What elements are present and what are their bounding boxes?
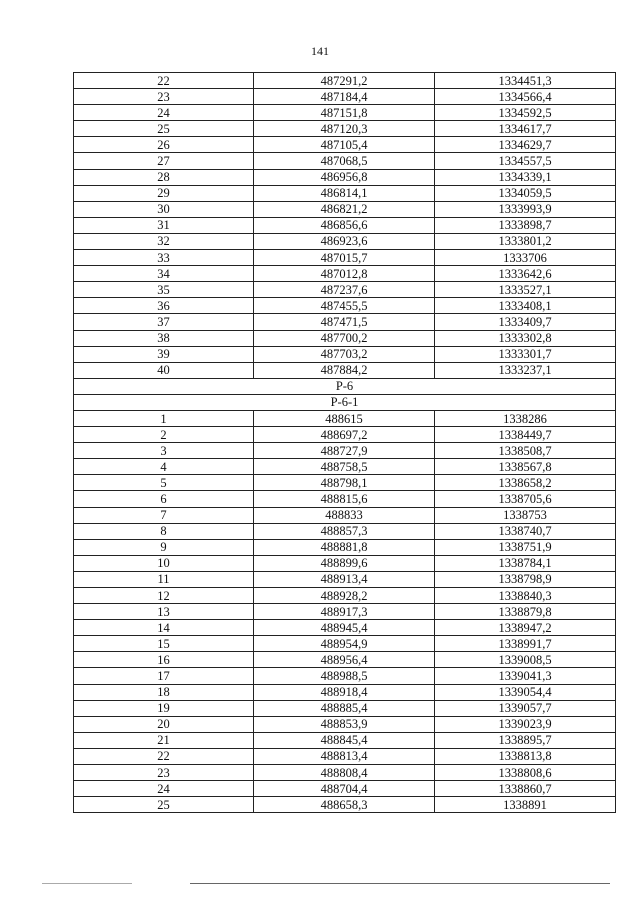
- table-row: [74, 523, 616, 539]
- y-coordinate-cell: 1339008,5: [435, 652, 616, 668]
- y-coordinate-cell: 1339041,3: [435, 668, 616, 684]
- x-coordinate-cell: 487120,3: [254, 121, 435, 137]
- y-coordinate-cell: 1338991,7: [435, 636, 616, 652]
- table-row: [74, 250, 616, 266]
- table-row: [74, 475, 616, 491]
- x-coordinate-cell: 488885,4: [254, 700, 435, 716]
- point-number-cell: 4: [74, 459, 254, 475]
- x-coordinate-cell: 488615: [254, 410, 435, 426]
- x-coordinate-cell: 488727,9: [254, 443, 435, 459]
- x-coordinate-cell: 487237,6: [254, 282, 435, 298]
- table-row: [74, 459, 616, 475]
- y-coordinate-cell: 1339054,4: [435, 684, 616, 700]
- x-coordinate-cell: 488798,1: [254, 475, 435, 491]
- table-row: [74, 571, 616, 587]
- table-row: [74, 346, 616, 362]
- table-row: [74, 314, 616, 330]
- table-row: [74, 491, 616, 507]
- point-number-cell: 14: [74, 620, 254, 636]
- x-coordinate-cell: 487184,4: [254, 89, 435, 105]
- point-number-cell: 33: [74, 250, 254, 266]
- point-number-cell: 10: [74, 555, 254, 571]
- point-number-cell: 26: [74, 137, 254, 153]
- x-coordinate-cell: 486814,1: [254, 185, 435, 201]
- table-row: [74, 539, 616, 555]
- table-row: [74, 797, 616, 813]
- point-number-cell: 5: [74, 475, 254, 491]
- table-row: [74, 700, 616, 716]
- point-number-cell: 29: [74, 185, 254, 201]
- point-number-cell: 37: [74, 314, 254, 330]
- table-row: [74, 217, 616, 233]
- point-number-cell: 12: [74, 588, 254, 604]
- table-row: [74, 330, 616, 346]
- point-number-cell: 19: [74, 700, 254, 716]
- y-coordinate-cell: 1333801,2: [435, 233, 616, 249]
- point-number-cell: 13: [74, 604, 254, 620]
- table-row: [74, 89, 616, 105]
- y-coordinate-cell: 1333642,6: [435, 266, 616, 282]
- y-coordinate-cell: 1334059,5: [435, 185, 616, 201]
- point-number-cell: 11: [74, 571, 254, 587]
- y-coordinate-cell: 1338658,2: [435, 475, 616, 491]
- point-number-cell: 40: [74, 362, 254, 378]
- table-row: [74, 443, 616, 459]
- x-coordinate-cell: 486956,8: [254, 169, 435, 185]
- table-row: [74, 427, 616, 443]
- table-row: [74, 137, 616, 153]
- subgroup-heading: Р-6-1: [74, 394, 616, 410]
- y-coordinate-cell: 1333408,1: [435, 298, 616, 314]
- y-coordinate-cell: 1333527,1: [435, 282, 616, 298]
- table-row: [74, 652, 616, 668]
- x-coordinate-cell: 487291,2: [254, 73, 435, 89]
- y-coordinate-cell: 1334617,7: [435, 121, 616, 137]
- point-number-cell: 16: [74, 652, 254, 668]
- point-number-cell: 22: [74, 748, 254, 764]
- x-coordinate-cell: 487012,8: [254, 266, 435, 282]
- subgroup-heading-row: [74, 394, 616, 410]
- x-coordinate-cell: 488917,3: [254, 604, 435, 620]
- x-coordinate-cell: 488954,9: [254, 636, 435, 652]
- x-coordinate-cell: 487703,2: [254, 346, 435, 362]
- x-coordinate-cell: 488758,5: [254, 459, 435, 475]
- point-number-cell: 6: [74, 491, 254, 507]
- table-row: [74, 121, 616, 137]
- table-row: [74, 604, 616, 620]
- y-coordinate-cell: 1338508,7: [435, 443, 616, 459]
- x-coordinate-cell: 488658,3: [254, 797, 435, 813]
- y-coordinate-cell: 1334557,5: [435, 153, 616, 169]
- x-coordinate-cell: 487884,2: [254, 362, 435, 378]
- group-heading-row: [74, 378, 616, 394]
- point-number-cell: 21: [74, 732, 254, 748]
- y-coordinate-cell: 1333237,1: [435, 362, 616, 378]
- x-coordinate-cell: 488945,4: [254, 620, 435, 636]
- x-coordinate-cell: 486821,2: [254, 201, 435, 217]
- x-coordinate-cell: 487151,8: [254, 105, 435, 121]
- y-coordinate-cell: 1333898,7: [435, 217, 616, 233]
- point-number-cell: 34: [74, 266, 254, 282]
- y-coordinate-cell: 1338947,2: [435, 620, 616, 636]
- x-coordinate-cell: 486856,6: [254, 217, 435, 233]
- y-coordinate-cell: 1334566,4: [435, 89, 616, 105]
- table-row: [74, 620, 616, 636]
- table-row: [74, 555, 616, 571]
- point-number-cell: 39: [74, 346, 254, 362]
- x-coordinate-cell: 487015,7: [254, 250, 435, 266]
- x-coordinate-cell: 488813,4: [254, 748, 435, 764]
- point-number-cell: 7: [74, 507, 254, 523]
- point-number-cell: 28: [74, 169, 254, 185]
- x-coordinate-cell: 488913,4: [254, 571, 435, 587]
- y-coordinate-cell: 1334451,3: [435, 73, 616, 89]
- page-number: 141: [311, 44, 329, 58]
- point-number-cell: 2: [74, 427, 254, 443]
- table-row: [74, 636, 616, 652]
- x-coordinate-cell: 488833: [254, 507, 435, 523]
- point-number-cell: 38: [74, 330, 254, 346]
- y-coordinate-cell: 1338751,9: [435, 539, 616, 555]
- x-coordinate-cell: 488808,4: [254, 765, 435, 781]
- y-coordinate-cell: 1339057,7: [435, 700, 616, 716]
- y-coordinate-cell: 1334629,7: [435, 137, 616, 153]
- table-row: [74, 765, 616, 781]
- y-coordinate-cell: 1333706: [435, 250, 616, 266]
- y-coordinate-cell: 1338784,1: [435, 555, 616, 571]
- x-coordinate-cell: 488704,4: [254, 781, 435, 797]
- point-number-cell: 1: [74, 410, 254, 426]
- coordinates-table: [73, 72, 616, 813]
- point-number-cell: 18: [74, 684, 254, 700]
- coordinates-table-body: [74, 73, 616, 813]
- y-coordinate-cell: 1333993,9: [435, 201, 616, 217]
- point-number-cell: 24: [74, 781, 254, 797]
- x-coordinate-cell: 487455,5: [254, 298, 435, 314]
- y-coordinate-cell: 1333301,7: [435, 346, 616, 362]
- table-row: [74, 201, 616, 217]
- table-row: [74, 153, 616, 169]
- x-coordinate-cell: 487068,5: [254, 153, 435, 169]
- point-number-cell: 8: [74, 523, 254, 539]
- y-coordinate-cell: 1338705,6: [435, 491, 616, 507]
- group-heading: Р-6: [74, 378, 616, 394]
- table-row: [74, 588, 616, 604]
- point-number-cell: 22: [74, 73, 254, 89]
- y-coordinate-cell: 1338895,7: [435, 732, 616, 748]
- table-row: [74, 410, 616, 426]
- y-coordinate-cell: 1333409,7: [435, 314, 616, 330]
- y-coordinate-cell: 1334592,5: [435, 105, 616, 121]
- footer-mark: [42, 883, 132, 884]
- table-row: [74, 73, 616, 89]
- table-row: [74, 716, 616, 732]
- x-coordinate-cell: 486923,6: [254, 233, 435, 249]
- y-coordinate-cell: 1338798,9: [435, 571, 616, 587]
- point-number-cell: 23: [74, 89, 254, 105]
- y-coordinate-cell: 1333302,8: [435, 330, 616, 346]
- table-row: [74, 684, 616, 700]
- x-coordinate-cell: 488815,6: [254, 491, 435, 507]
- table-row: [74, 169, 616, 185]
- x-coordinate-cell: 487700,2: [254, 330, 435, 346]
- y-coordinate-cell: 1338813,8: [435, 748, 616, 764]
- point-number-cell: 9: [74, 539, 254, 555]
- x-coordinate-cell: 488853,9: [254, 716, 435, 732]
- table-row: [74, 362, 616, 378]
- y-coordinate-cell: 1338740,7: [435, 523, 616, 539]
- point-number-cell: 15: [74, 636, 254, 652]
- y-coordinate-cell: 1338860,7: [435, 781, 616, 797]
- point-number-cell: 25: [74, 121, 254, 137]
- point-number-cell: 27: [74, 153, 254, 169]
- point-number-cell: 32: [74, 233, 254, 249]
- y-coordinate-cell: 1334339,1: [435, 169, 616, 185]
- x-coordinate-cell: 488956,4: [254, 652, 435, 668]
- y-coordinate-cell: 1338567,8: [435, 459, 616, 475]
- x-coordinate-cell: 488881,8: [254, 539, 435, 555]
- table-row: [74, 105, 616, 121]
- x-coordinate-cell: 488988,5: [254, 668, 435, 684]
- x-coordinate-cell: 488918,4: [254, 684, 435, 700]
- table-row: [74, 781, 616, 797]
- y-coordinate-cell: 1338449,7: [435, 427, 616, 443]
- point-number-cell: 20: [74, 716, 254, 732]
- y-coordinate-cell: 1338891: [435, 797, 616, 813]
- point-number-cell: 31: [74, 217, 254, 233]
- table-row: [74, 507, 616, 523]
- point-number-cell: 35: [74, 282, 254, 298]
- x-coordinate-cell: 487471,5: [254, 314, 435, 330]
- x-coordinate-cell: 488857,3: [254, 523, 435, 539]
- y-coordinate-cell: 1338286: [435, 410, 616, 426]
- footer-line: [190, 883, 610, 884]
- y-coordinate-cell: 1338808,6: [435, 765, 616, 781]
- x-coordinate-cell: 488899,6: [254, 555, 435, 571]
- point-number-cell: 25: [74, 797, 254, 813]
- point-number-cell: 23: [74, 765, 254, 781]
- y-coordinate-cell: 1339023,9: [435, 716, 616, 732]
- x-coordinate-cell: 488697,2: [254, 427, 435, 443]
- point-number-cell: 36: [74, 298, 254, 314]
- table-row: [74, 266, 616, 282]
- table-row: [74, 732, 616, 748]
- y-coordinate-cell: 1338753: [435, 507, 616, 523]
- table-row: [74, 668, 616, 684]
- table-row: [74, 282, 616, 298]
- x-coordinate-cell: 487105,4: [254, 137, 435, 153]
- y-coordinate-cell: 1338840,3: [435, 588, 616, 604]
- table-row: [74, 185, 616, 201]
- point-number-cell: 17: [74, 668, 254, 684]
- point-number-cell: 24: [74, 105, 254, 121]
- table-row: [74, 298, 616, 314]
- point-number-cell: 30: [74, 201, 254, 217]
- table-row: [74, 748, 616, 764]
- x-coordinate-cell: 488928,2: [254, 588, 435, 604]
- point-number-cell: 3: [74, 443, 254, 459]
- x-coordinate-cell: 488845,4: [254, 732, 435, 748]
- y-coordinate-cell: 1338879,8: [435, 604, 616, 620]
- table-row: [74, 233, 616, 249]
